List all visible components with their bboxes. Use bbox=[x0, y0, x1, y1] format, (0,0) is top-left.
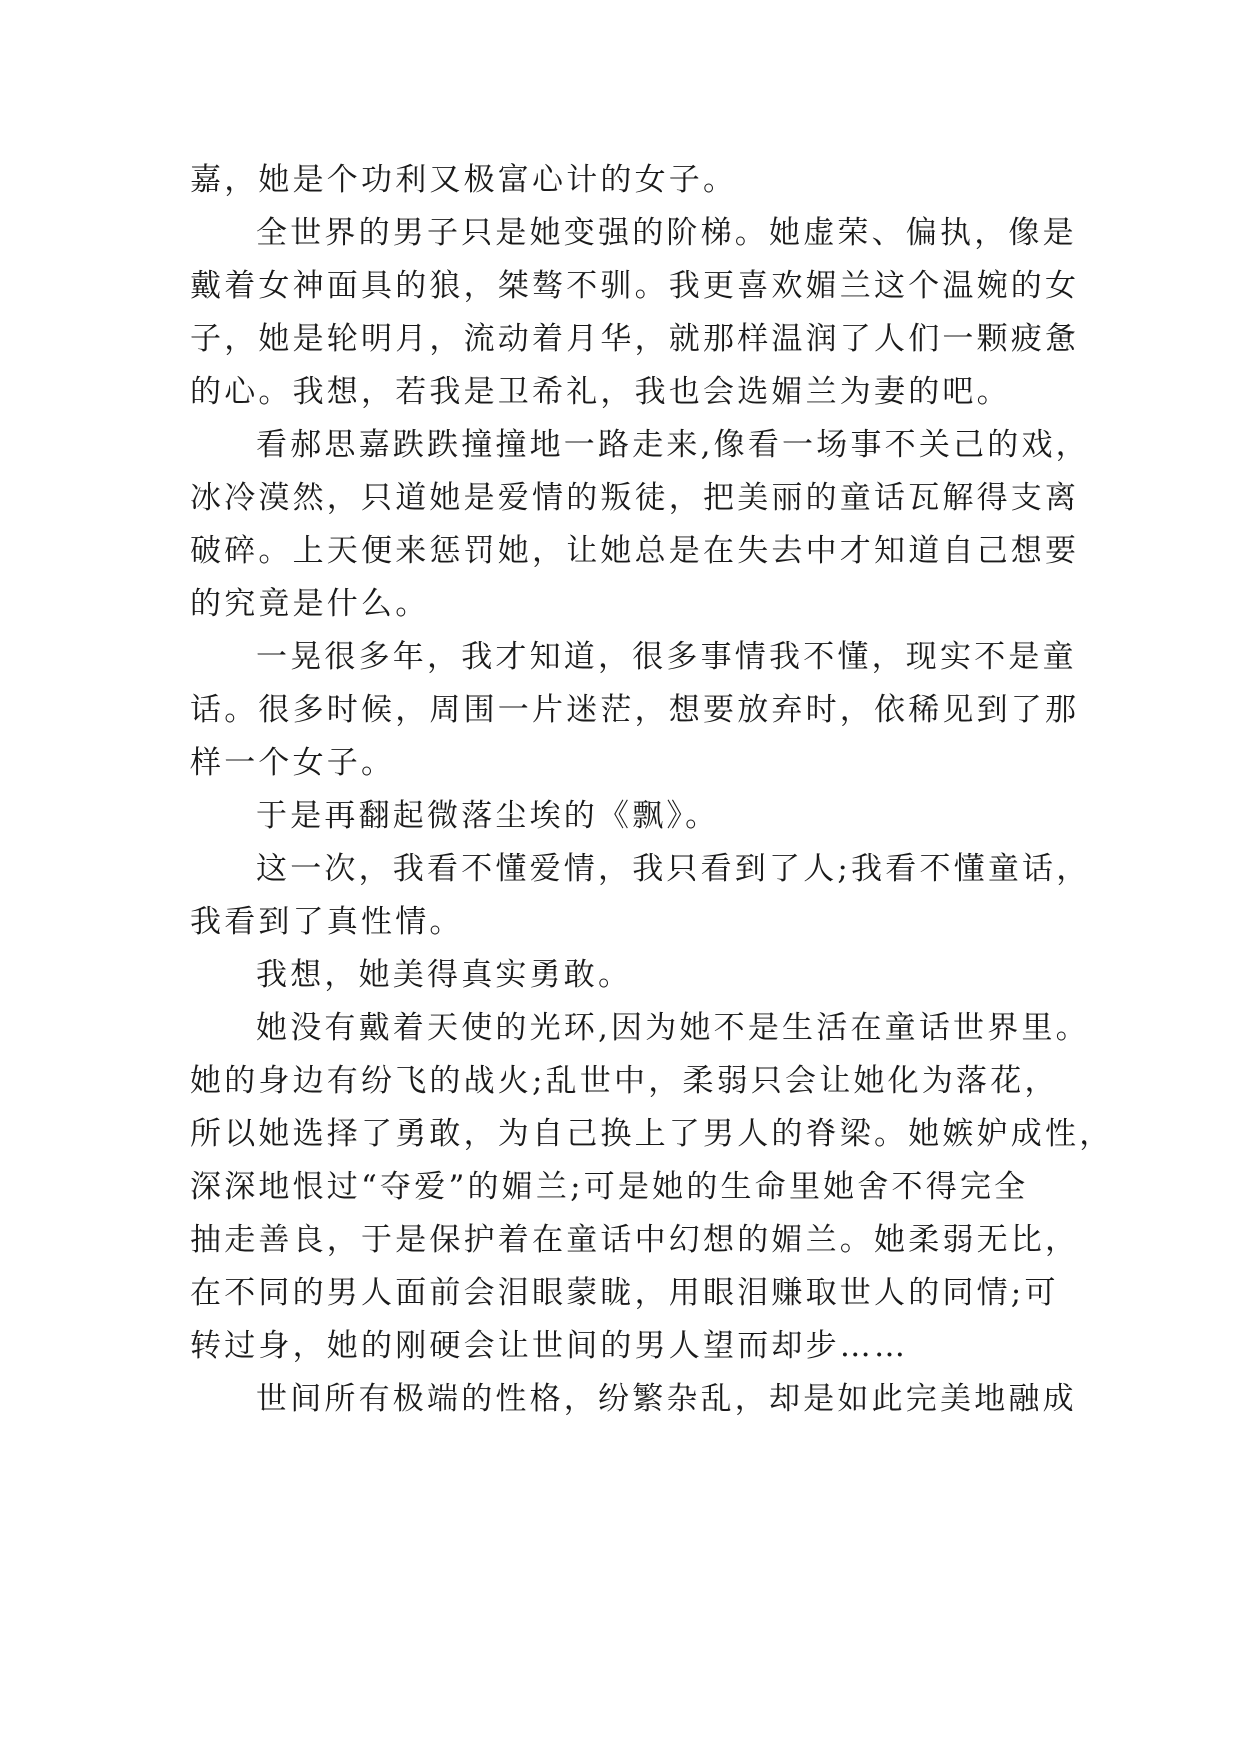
text-line: 冰冷漠然，只道她是爱情的叛徒，把美丽的童话瓦解得支离 bbox=[190, 480, 1080, 516]
text-line: 嘉，她是个功利又极富心计的女子。 bbox=[190, 162, 738, 198]
text-line: 样一个女子。 bbox=[190, 745, 396, 781]
text-line: 的心。我想，若我是卫希礼，我也会选媚兰为妻的吧。 bbox=[190, 374, 1011, 410]
paragraph-start-line: 于是再翻起微落尘埃的《飘》。 bbox=[256, 798, 720, 834]
text-line: 子，她是轮明月，流动着月华，就那样温润了人们一颗疲惫 bbox=[190, 321, 1080, 357]
text-line: 所以她选择了勇敢，为自己换上了男人的脊梁。她嫉妒成性， bbox=[190, 1116, 1114, 1152]
text-line: 的究竟是什么。 bbox=[190, 586, 430, 622]
text-line: 在不同的男人面前会泪眼蒙眬，用眼泪赚取世人的同情;可 bbox=[190, 1275, 1059, 1311]
text-line: 深深地恨过“夺爱”的媚兰;可是她的生命里她舍不得完全 bbox=[190, 1169, 1029, 1205]
paragraph-start-line: 我想，她美得真实勇敢。 bbox=[256, 957, 633, 993]
text-line: 我看到了真性情。 bbox=[190, 904, 464, 940]
paragraph-start-line: 全世界的男子只是她变强的阶梯。她虚荣、偏执，像是 bbox=[256, 215, 1077, 251]
paragraph-start-line: 她没有戴着天使的光环,因为她不是生活在童话世界里。 bbox=[256, 1010, 1090, 1046]
paragraph-start-line: 这一次，我看不懂爱情，我只看到了人;我看不懂童话， bbox=[256, 851, 1091, 887]
text-line: 话。很多时候，周围一片迷茫，想要放弃时，依稀见到了那 bbox=[190, 692, 1080, 728]
text-line: 转过身，她的刚硬会让世间的男人望而却步…… bbox=[190, 1328, 909, 1364]
text-line: 她的身边有纷飞的战火;乱世中，柔弱只会让她化为落花， bbox=[190, 1063, 1059, 1099]
paragraph-start-line: 一晃很多年，我才知道，很多事情我不懂，现实不是童 bbox=[256, 639, 1077, 675]
paragraph-start-line: 世间所有极端的性格，纷繁杂乱，却是如此完美地融成 bbox=[256, 1381, 1077, 1417]
text-line: 抽走善良，于是保护着在童话中幻想的媚兰。她柔弱无比， bbox=[190, 1222, 1080, 1258]
text-line: 破碎。上天便来惩罚她，让她总是在失去中才知道自己想要 bbox=[190, 533, 1080, 569]
paragraph-start-line: 看郝思嘉跌跌撞撞地一路走来,像看一场事不关己的戏， bbox=[256, 427, 1090, 463]
text-line: 戴着女神面具的狼，桀骜不驯。我更喜欢媚兰这个温婉的女 bbox=[190, 268, 1080, 304]
